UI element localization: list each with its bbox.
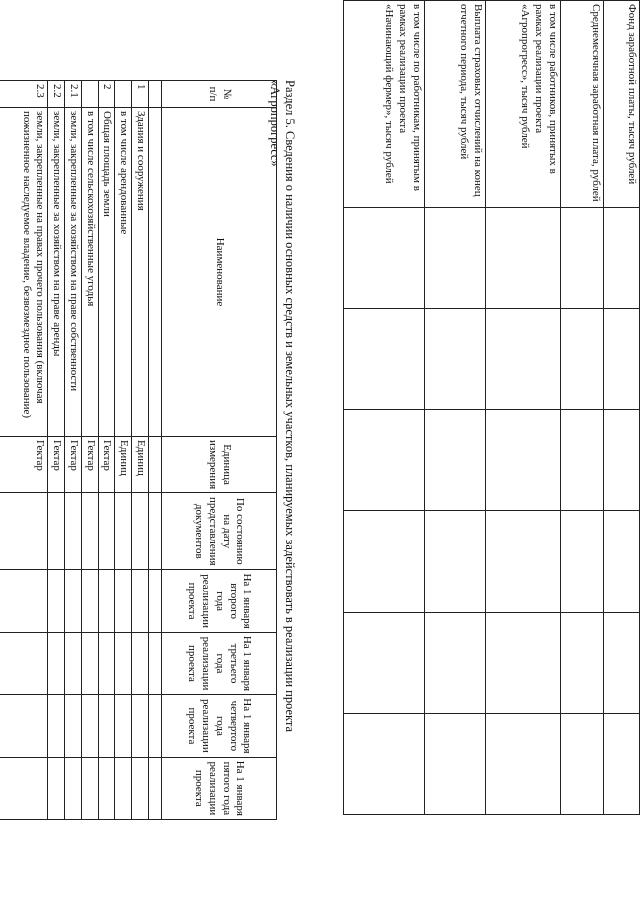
header-col5: На 1 января пятого года реализации проекта (162, 757, 277, 819)
row-label: Фонд заработной платы, тысяч рублей (604, 1, 640, 208)
section-title: Раздел 5. Сведения о наличии основных средств и земельных участков, планируемых задействовать в реализации проекта «Агропрогресс» (268, 80, 297, 733)
row-label: в том числе работников, принятых в рамках реализации проекта «Агропрогресс», тысяч рублей (486, 1, 561, 208)
table-row: в том числе сельскохозяйственные угодья Гектар (82, 81, 99, 820)
table-row: 1 Здания и сооружения Единиц (132, 81, 149, 820)
table-row: 2.2 земли, закрепленные за хозяйством на праве аренды Гектар (48, 81, 65, 820)
row-label: Выплата страховых отчислений на конец отчетного периода, тысяч рублей (425, 1, 486, 208)
header-name: Наименование (162, 108, 277, 437)
table-row (604, 1, 640, 815)
header-num: № п/п (162, 81, 277, 108)
header-col3: На 1 января третьего года реализации проекта (162, 632, 277, 694)
table-row: 2 Общая площадь земли Гектар (98, 81, 115, 820)
header-col2: На 1 января второго года реализации проекта (162, 570, 277, 632)
row-label: в том числе по работникам, принятым в рамках реализации проекта «Начинающий фермер», тысяч рублей (344, 1, 425, 208)
table-row (344, 1, 425, 815)
table-row (425, 1, 486, 815)
assets-table (0, 80, 277, 820)
header-col4: На 1 января четвертого года реализации проекта (162, 695, 277, 758)
table-row (486, 1, 561, 815)
table-row: 2.3 земли, закрепленные на правах прочего пользования (включая пожизненное наследуемое владение, безвозмездное пользование) Гектар (0, 81, 48, 820)
table-row (561, 1, 604, 815)
table-row: 2.1 земли, закрепленные за хозяйством на праве собственности Гектар (65, 81, 82, 820)
header-unit: Единица измерения (162, 437, 277, 493)
table-row: в том числе арендованные Единиц (115, 81, 132, 820)
workforce-table (343, 0, 640, 815)
spacer-row (149, 81, 162, 820)
header-row (162, 81, 277, 820)
row-label: Среднемесячная заработная плата, рублей (561, 1, 604, 208)
header-col1: По состоянию на дату представления документов (162, 493, 277, 570)
